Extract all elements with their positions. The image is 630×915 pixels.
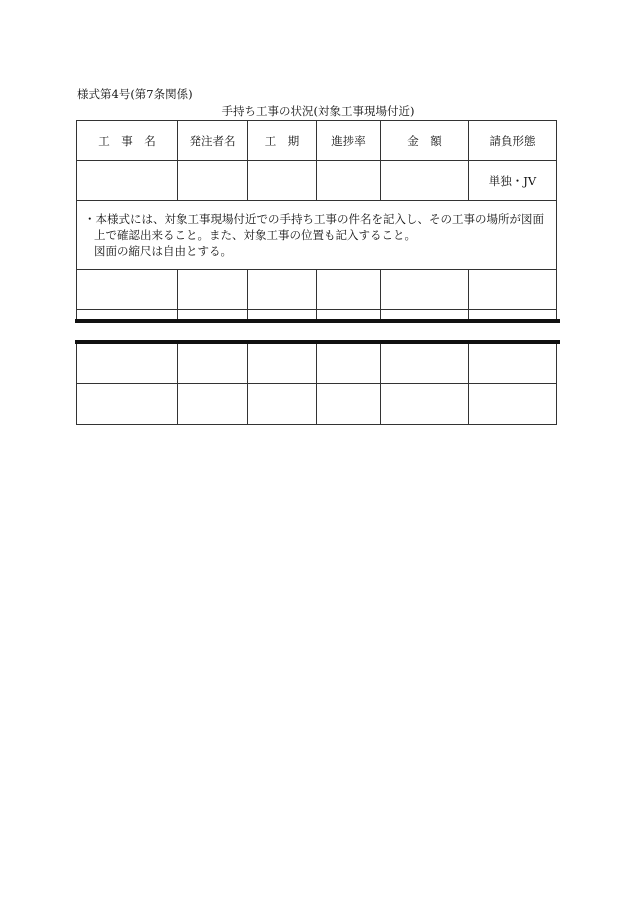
document-title: 手持ち工事の状況(対象工事現場付近) (221, 104, 415, 118)
cell-period[interactable] (248, 161, 317, 200)
cell-progress[interactable] (317, 161, 381, 200)
holdings-table-bottom (76, 344, 557, 425)
cell-amount[interactable] (381, 384, 469, 424)
cell-client[interactable] (178, 161, 248, 200)
table-row (77, 384, 556, 424)
note-line-2: 上で確認出来ること。また、対象工事の位置も記入すること。 (94, 228, 416, 242)
cell-project-name[interactable] (77, 270, 178, 309)
cell-progress[interactable] (317, 384, 381, 424)
header-progress: 進捗率 (317, 121, 381, 160)
cell-client[interactable] (178, 384, 248, 424)
header-contract-type: 請負形態 (489, 133, 536, 148)
cell-client[interactable] (178, 344, 248, 383)
cell-contract-type[interactable] (469, 270, 556, 309)
cell-project-name[interactable] (77, 161, 178, 200)
cell-contract-type[interactable] (469, 384, 556, 424)
cell-amount[interactable] (381, 344, 469, 383)
table-row (77, 270, 556, 310)
note-line-1: ・本様式には、対象工事現場付近での手持ち工事の件名を記入し、その工事の場所が図面 (84, 212, 544, 226)
cell-period[interactable] (248, 384, 317, 424)
header-row (77, 121, 556, 161)
note-line-3: 図面の縮尺は自由とする。 (94, 244, 232, 258)
cell-progress[interactable] (317, 344, 381, 383)
cell-client[interactable] (178, 270, 248, 309)
break-line-top (75, 319, 560, 323)
header-project-name: 工 事 名 (77, 121, 178, 160)
cell-period[interactable] (248, 270, 317, 309)
cell-progress[interactable] (317, 270, 381, 309)
header-client: 発注者名 (178, 121, 248, 160)
cell-amount[interactable] (381, 161, 469, 200)
table-row (77, 344, 556, 384)
cell-amount[interactable] (381, 270, 469, 309)
table-row (77, 161, 556, 201)
cell-period[interactable] (248, 344, 317, 383)
header-period: 工 期 (248, 121, 317, 160)
holdings-table-top (76, 120, 557, 322)
header-amount: 金 額 (381, 121, 469, 160)
instruction-note (77, 201, 556, 270)
cell-project-name[interactable] (77, 384, 178, 424)
form-number: 様式第4号(第7条関係) (77, 87, 193, 101)
cell-contract-type[interactable] (469, 344, 556, 383)
cell-project-name[interactable] (77, 344, 178, 383)
cell-contract-type: 単独・JV (488, 173, 537, 188)
